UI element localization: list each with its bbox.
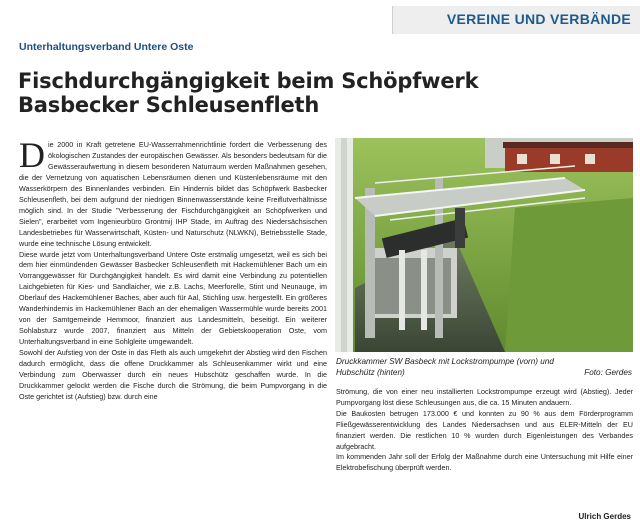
drop-cap: D bbox=[19, 140, 45, 175]
paragraph-3: Sowohl der Aufstieg von der Oste in das Fleth als auch umgekehrt der Abstieg wird den Fischen dadurch ermöglicht, dass die offene Druckkammer als Schleusenkammer wirkt und eine Verbindung zum Oberwasser durch ein neues Hubschütz geschaffen wurde. In die Druckkammer gelockt werden die Fische durch die Strömung, die beim Pumpvorgang in die Oste gerichtet ist (Aufstieg) bzw. durch eine bbox=[19, 348, 327, 401]
title-line-2: Basbecker Schleusenfleth bbox=[18, 93, 320, 117]
photo-caption bbox=[336, 357, 632, 378]
article-photo bbox=[335, 138, 633, 352]
paragraph-1 bbox=[19, 140, 327, 250]
section-header-band bbox=[392, 6, 640, 34]
right-column bbox=[336, 387, 633, 515]
photo-credit: Foto: Gerdes bbox=[584, 367, 632, 377]
caption-line-2-text: Hubschütz (hinten) bbox=[336, 367, 405, 377]
left-column bbox=[19, 140, 327, 524]
article-kicker: Unterhaltungsverband Untere Oste bbox=[19, 41, 194, 53]
paragraph-1-text: ie 2000 in Kraft getretene EU-Wasserrahmenrichtlinie fordert die Verbesserung des ökologischen Zustandes der europäischen Gewässer. Als besonders bedeutsam für die Gewässeraufwertung in diesem besonderen Naturraum werden Maßnahmen gesehen, die der Vernetzung von aquatischen Lebensräumen dienen und Küstenlebensräume mit den Wasserkörpern des Binnenlandes verbinden. Ein Hindernis bildet das Schöpfwerk Basbecker Schleusenfleth, bei dem aufgrund der niedrigen Binnenwasserstände keine Freiflutverhältnisse möglich sind. In der Studie "Verbesserung der Fischdurchgängigkeit an Schöpfwerken und Sielen", erarbeitet vom Ingenieurbüro Grontmij IHP Stade, im Auftrag des Niedersächsischen Landesbetriebes für Wasserwirtschaft, Küsten- und Naturschutz (NLWKN), Betriebsstelle Stade, wurde eine technische Lösung entwickelt. bbox=[19, 140, 327, 248]
title-line-1: Fischdurchgängigkeit beim Schöpfwerk bbox=[18, 69, 479, 93]
right-paragraph-1: Strömung, die von einer neu installierten Lockstrompumpe erzeugt wird (Abstieg). Jeder Pumpvorgang löst diese Schleusungen aus, die ca. 15 Minuten andauern. bbox=[336, 387, 633, 407]
section-label: VEREINE UND VERBÄNDE bbox=[446, 11, 631, 27]
caption-line-1: Druckkammer SW Basbeck mit Lockstrompumpe (vorn) und bbox=[336, 357, 554, 366]
article-author: Ulrich Gerdes bbox=[578, 512, 631, 521]
photo-drawing bbox=[335, 138, 633, 352]
right-paragraph-2: Die Baukosten betrugen 173.000 € und konnten zu 90 % aus dem Förderprogramm Fließgewässerentwicklung des Landes Niedersachsen und aus ELER-Mitteln der EU finanziert werden. Die restlichen 10 % wurden durch Eigenleistungen des Verbandes aufgebracht. bbox=[336, 408, 633, 451]
caption-line-2 bbox=[336, 368, 632, 379]
article-title bbox=[18, 69, 578, 117]
paragraph-2: Diese wurde jetzt vom Unterhaltungsverband Untere Oste erstmalig umgesetzt, weil es sich bei dem hier einmündenden Gewässer Basbecker Schleusenfleth mit Hackemühlener Bach um ein Vorranggewässer für Durchgängigkeit handelt. Es wird damit eine Verbindung zu potentiellen Laichgebieten für Kies- und Sandlaicher, wie z.B. Lachs, Meerforelle, Stint und Neunauge, im Oberlauf des Hackemühlener Baches, aber auch für Aal, Stichling usw. hergestellt. Ein größeres Wanderhindernis im Hackemühlener Bach an der ehemaligen Wassermühle wurde bereits 2001 von der Samtgemeinde Hemmoor, finanziert aus Landesmitteln, beseitigt. Ein weiterer Sohlabsturz wurde 2007, finanziert aus Mitteln der Gebietskooperation Oste, vom Unterhaltungsverband in eine Sohlgleite umgewandelt. bbox=[19, 249, 327, 347]
right-paragraph-3: Im kommenden Jahr soll der Erfolg der Maßnahme durch eine Untersuchung mit Hilfe einer Elektrobefischung überprüft werden. bbox=[336, 452, 633, 473]
